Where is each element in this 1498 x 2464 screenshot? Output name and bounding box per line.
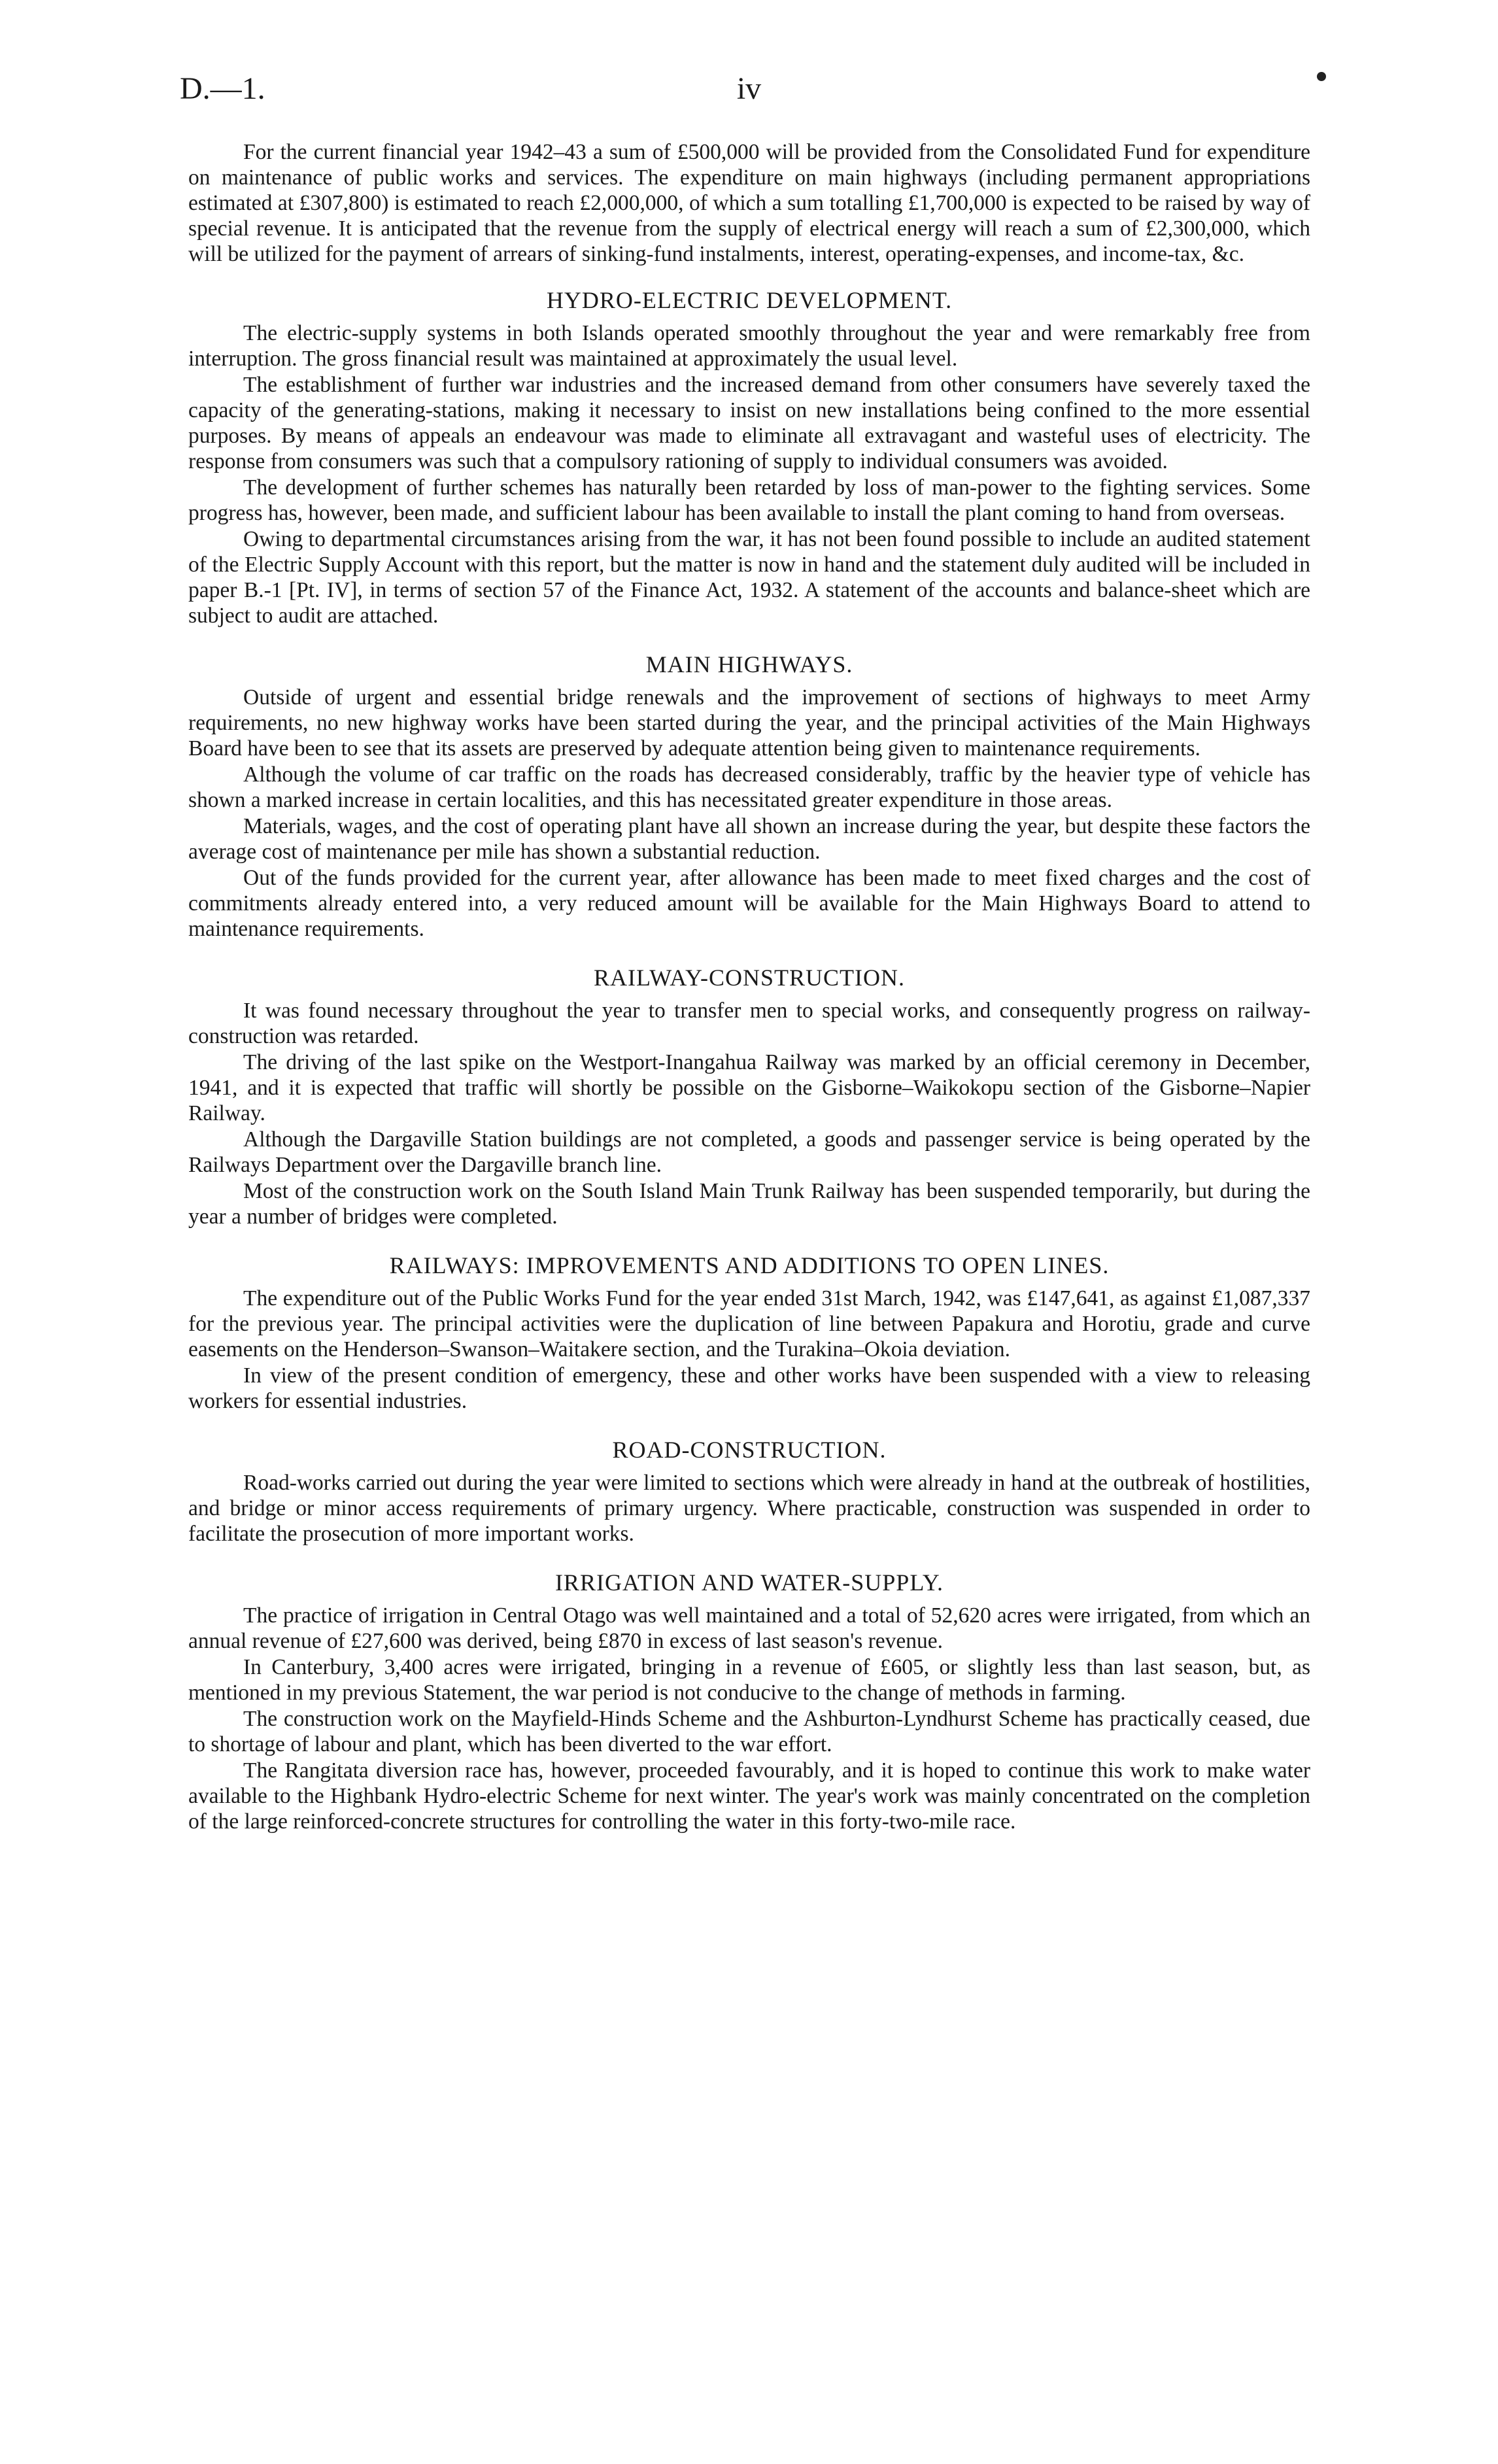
document-reference: D.—1. bbox=[180, 71, 265, 106]
paragraph: The construction work on the Mayfield-Hinds Scheme and the Ashburton-Lyndhurst Scheme has practically ceased, due to shortage of labour and plant, which has been diverted to the war effort. bbox=[188, 1707, 1310, 1756]
paragraph: Outside of urgent and essential bridge renewals and the improvement of sections of highways to meet Army requirements, no new highway works have been started during the year, and the principal activities of the Main Highways Board have been to see that its assets are preserved by adequate attention being given to maintenance requirements. bbox=[188, 685, 1310, 761]
paragraph: Owing to departmental circumstances arising from the war, it has not been found possible to include an audited statement of the Electric Supply Account with this report, but the matter is now in hand and the statement duly audited will be included in paper B.-1 [Pt. IV], in terms of section 57 of the Finance Act, 1932. A statement of the accounts and balance-sheet which are subject to audit are attached. bbox=[188, 527, 1310, 628]
page-body bbox=[188, 139, 1310, 1835]
paragraph: Road-works carried out during the year were limited to sections which were already in hand at the outbreak of hostilities, and bridge or minor access requirements of primary urgency. Where practicable, construction was suspended in order to facilitate the prosecution of more important works. bbox=[188, 1471, 1310, 1546]
paragraph: The establishment of further war industries and the increased demand from other consumers have severely taxed the capacity of the generating-stations, making it necessary to insist on new installations being confined to the more essential purposes. By means of appeals an endeavour was made to eliminate all extravagant and wasteful uses of electricity. The response from consumers was such that a compulsory rationing of supply to individual consumers was avoided. bbox=[188, 373, 1310, 473]
intro-paragraph: For the current financial year 1942–43 a sum of £500,000 will be provided from the Consolidated Fund for expenditure on maintenance of public works and services. The expenditure on main highways (including permanent appropriations estimated at £307,800) is estimated to reach £2,000,000, of which a sum totalling £1,700,000 is expected to be raised by way of special revenue. It is anticipated that the revenue from the supply of electrical energy will reach a sum of £2,300,000, which will be utilized for the payment of arrears of sinking-fund instalments, interest, operating-expenses, and income-tax, &c. bbox=[188, 140, 1310, 266]
paragraph: The Rangitata diversion race has, however, proceeded favourably, and it is hoped to continue this work to make water available to the Highbank Hydro-electric Scheme for next winter. The year's work was mainly concentrated on the completion of the large reinforced-concrete structures for controlling the water in this forty-two-mile race. bbox=[188, 1758, 1310, 1834]
paragraph: It was found necessary throughout the year to transfer men to special works, and consequently progress on railway-construction was retarded. bbox=[188, 999, 1310, 1048]
section-heading-main-highways: MAIN HIGHWAYS. bbox=[645, 651, 853, 677]
paragraph: Although the Dargaville Station buildings are not completed, a goods and passenger service is being operated by the Railways Department over the Dargaville branch line. bbox=[188, 1127, 1310, 1177]
section-heading-railways-improvements: RAILWAYS: IMPROVEMENTS AND ADDITIONS TO OPEN LINES. bbox=[389, 1252, 1110, 1278]
paragraph: Out of the funds provided for the current year, after allowance has been made to meet fixed charges and the cost of commitments already entered into, a very reduced amount will be available for the Main Highways Board to attend to maintenance requirements. bbox=[188, 866, 1310, 941]
paragraph: In Canterbury, 3,400 acres were irrigated, bringing in a revenue of £605, or slightly less than last season, but, as mentioned in my previous Statement, the war period is not conducive to the change of methods in farming. bbox=[188, 1655, 1310, 1705]
section-heading-hydro-electric: HYDRO-ELECTRIC DEVELOPMENT. bbox=[546, 287, 953, 313]
section-heading-road-construction: ROAD-CONSTRUCTION. bbox=[612, 1437, 887, 1463]
section-heading-railway-construction: RAILWAY-CONSTRUCTION. bbox=[593, 965, 905, 991]
page-number: iv bbox=[736, 71, 762, 106]
paragraph: The expenditure out of the Public Works Fund for the year ended 31st March, 1942, was £147,641, as against £1,087,337 for the previous year. The principal activities were the duplication of line between Papakura and Horotiu, grade and curve easements on the Henderson–Swanson–Waitakere section, and the Turakina–Okoia deviation. bbox=[188, 1286, 1310, 1361]
paragraph: The electric-supply systems in both Islands operated smoothly throughout the year and were remarkably free from interruption. The gross financial result was maintained at approximately the usual level. bbox=[188, 321, 1310, 371]
paragraph: Most of the construction work on the South Island Main Trunk Railway has been suspended temporarily, but during the year a number of bridges were completed. bbox=[188, 1179, 1310, 1229]
paragraph: The development of further schemes has naturally been retarded by loss of man-power to the fighting services. Some progress has, however, been made, and sufficient labour has been available to install the plant coming to hand from overseas. bbox=[188, 475, 1310, 525]
paragraph: Although the volume of car traffic on the roads has decreased considerably, traffic by the heavier type of vehicle has shown a marked increase in certain localities, and this has necessitated greater expenditure in those areas. bbox=[188, 762, 1310, 812]
section-heading-irrigation: IRRIGATION AND WATER-SUPPLY. bbox=[554, 1569, 944, 1596]
paragraph: In view of the present condition of emergency, these and other works have been suspended with a view to releasing workers for essential industries. bbox=[188, 1363, 1310, 1413]
paragraph: The driving of the last spike on the Westport-Inangahua Railway was marked by an official ceremony in December, 1941, and it is expected that traffic will shortly be possible on the Gisborne–Waikokopu section of the Gisborne–Napier Railway. bbox=[188, 1050, 1310, 1125]
ink-dot-mark bbox=[1317, 72, 1326, 81]
page-header bbox=[180, 71, 1318, 116]
paragraph: Materials, wages, and the cost of operating plant have all shown an increase during the year, but despite these factors the average cost of maintenance per mile has shown a substantial reduction. bbox=[188, 814, 1310, 864]
paragraph: The practice of irrigation in Central Otago was well maintained and a total of 52,620 acres were irrigated, from which an annual revenue of £27,600 was derived, being £870 in excess of last season's revenue. bbox=[188, 1603, 1310, 1653]
